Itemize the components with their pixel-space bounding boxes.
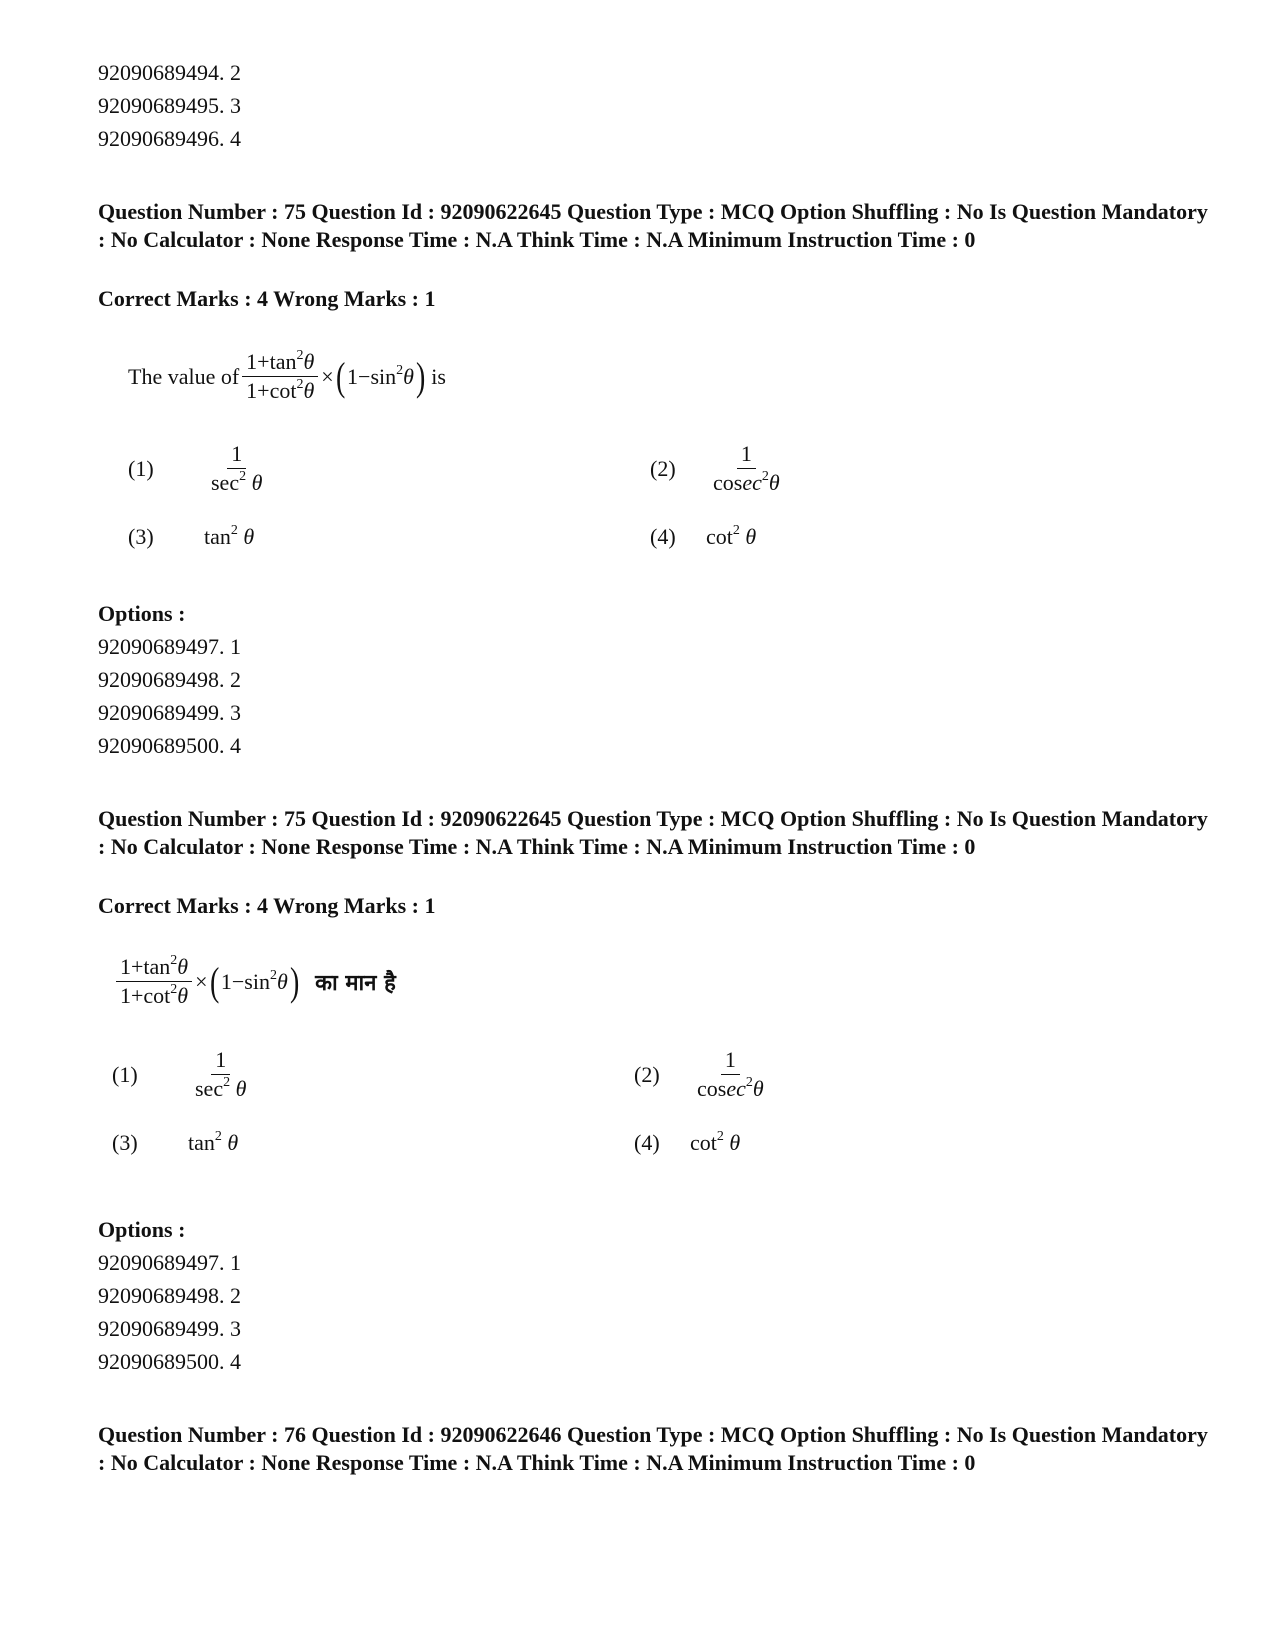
question-meta: Question Number : 75 Question Id : 92090622645 Question Type : MCQ Option Shuffling : No Is Question Mandatory : No Calculator : None Response Time : N.A Think Time : N.A Minimum Instruction Time : 0	[98, 806, 1208, 859]
choice-number: (1)	[112, 1061, 138, 1087]
choice-number: (3)	[128, 524, 154, 549]
question-stem: The value of $\frac{1+\tan^2\theta}{1+\cot^2\theta}$ × ( $1-\sin^2\theta$ ) is	[128, 348, 446, 403]
answer-choice: (2) $\frac{1}{cosec^2\theta}$	[634, 1047, 764, 1101]
options-label: Options :	[98, 601, 186, 626]
question-suffix: का मान है	[315, 970, 396, 996]
choice-number: (3)	[112, 1130, 138, 1155]
option-line: 92090689497. 1	[98, 634, 241, 659]
answer-choice: (3) $\tan^2 \theta$	[112, 1129, 239, 1155]
answer-choice: (4) $\cot^2 \theta$	[650, 523, 757, 549]
choice-number: (2)	[650, 455, 676, 481]
question-meta: Question Number : 75 Question Id : 92090622645 Question Type : MCQ Option Shuffling : No Is Question Mandatory : No Calculator : None Response Time : N.A Think Time : N.A Minimum Instruction Time : 0	[98, 199, 1208, 252]
answer-choice: (2) $\frac{1}{cosec^2\theta}$	[650, 441, 780, 495]
options-label: Options :	[98, 1217, 186, 1242]
option-line: 92090689500. 4	[98, 733, 241, 758]
answer-choice: (4) $\cot^2 \theta$	[634, 1129, 741, 1155]
question-marks: Correct Marks : 4 Wrong Marks : 1	[98, 893, 436, 918]
question-stem: $\frac{1+\tan^2\theta}{1+\cot^2\theta}$ × ( $1-\sin^2\theta$ ) का मान है	[116, 955, 396, 1008]
choice-number: (4)	[634, 1130, 660, 1155]
question-suffix: is	[431, 363, 446, 389]
option-line: 92090689498. 2	[98, 667, 241, 692]
math-fraction: $\frac{1+\tan^2\theta}{1+\cot^2\theta}$	[116, 955, 192, 1008]
answer-choice: (3) $\tan^2 \theta$	[128, 523, 255, 549]
question-marks: Correct Marks : 4 Wrong Marks : 1	[98, 286, 436, 311]
answer-choice: (1) $\frac{1}{\sec^2 \theta}$	[128, 441, 263, 495]
option-line: 92090689494. 2	[98, 60, 241, 85]
choice-number: (1)	[128, 455, 154, 481]
option-line: 92090689499. 3	[98, 1316, 241, 1341]
question-meta: Question Number : 76 Question Id : 92090622646 Question Type : MCQ Option Shuffling : No Is Question Mandatory : No Calculator : None Response Time : N.A Think Time : N.A Minimum Instruction Time : 0	[98, 1422, 1208, 1475]
option-line: 92090689495. 3	[98, 93, 241, 118]
choice-number: (4)	[650, 524, 676, 549]
math-fraction: $\frac{1+\tan^2\theta}{1+\cot^2\theta}$	[242, 350, 318, 403]
question-prefix: The value of	[128, 363, 240, 389]
option-line: 92090689498. 2	[98, 1283, 241, 1308]
choice-number: (2)	[634, 1061, 660, 1087]
answer-choice: (1) $\frac{1}{\sec^2 \theta}$	[112, 1047, 247, 1101]
option-line: 92090689500. 4	[98, 1349, 241, 1374]
option-line: 92090689499. 3	[98, 700, 241, 725]
option-line: 92090689496. 4	[98, 126, 241, 151]
option-line: 92090689497. 1	[98, 1250, 241, 1275]
